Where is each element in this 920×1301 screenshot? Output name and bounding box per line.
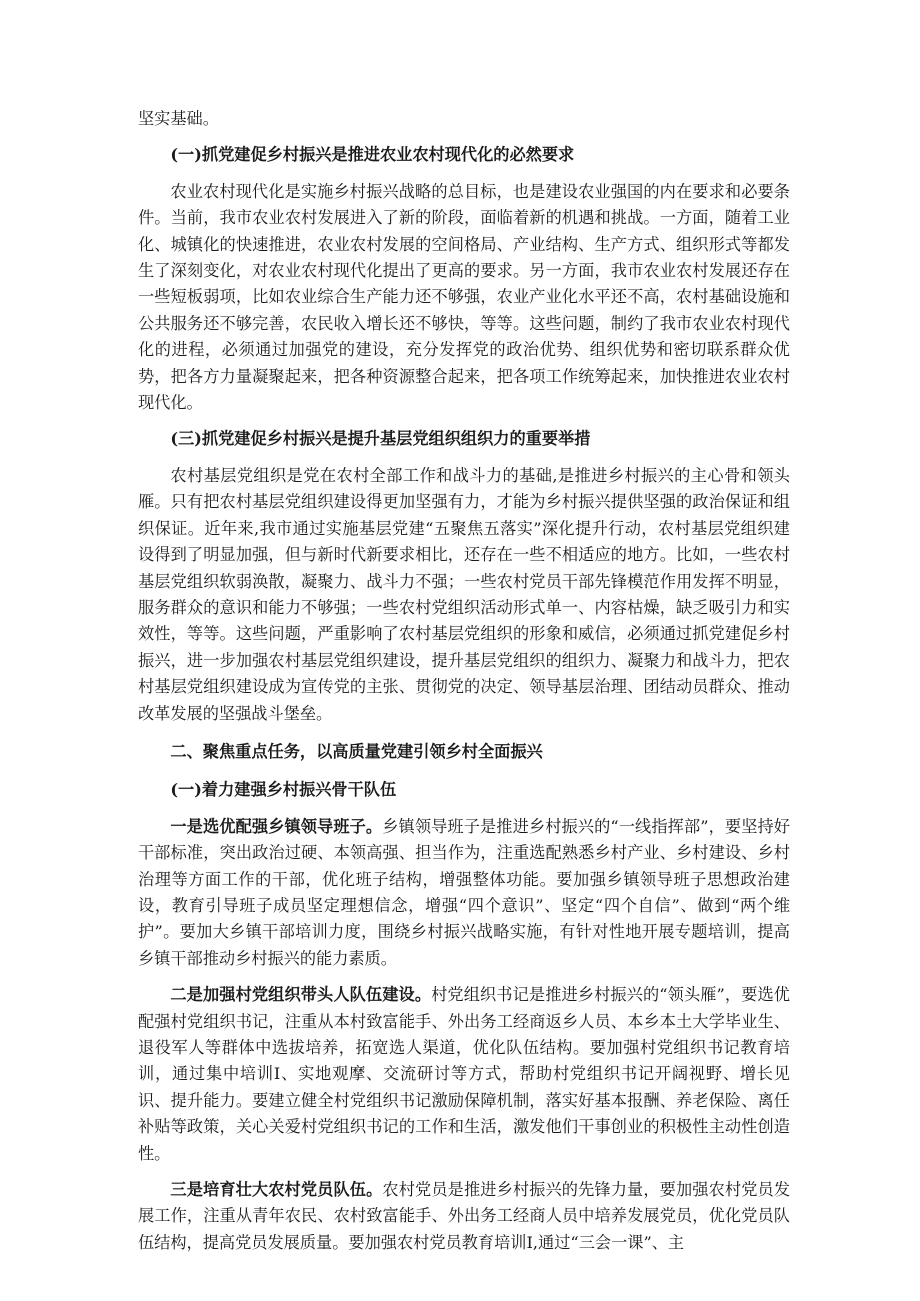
paragraph-3-lead: 一是选优配强乡镇领导班子。 <box>170 816 383 836</box>
paragraph-continuation: 坚实基础。 <box>138 109 219 128</box>
document-page <box>138 106 790 1256</box>
paragraph-4-lead: 二是加强村党组织带头人队伍建设。 <box>170 985 432 1005</box>
section-heading-3: (三)抓党建促乡村振兴是提升基层党组织组织力的重要举措 <box>170 429 591 449</box>
paragraph-3 <box>138 814 790 972</box>
paragraph-3-body: 乡镇领导班子是推进乡村振兴的“一线指挥部”，要坚持好干部标准，突出政治过硬、本领高强、担当作为，注重选配熟悉乡村产业、乡村建设、乡村治理等方面工作的干部，优化班子结构，增强整体功能。要加强乡镇领导班子思想政治建设，教育引导班子成员坚定理想信念，增强“四个意识”、坚定“四个自信”、做到“两个维护”。要加大乡镇干部培训力度，围绕乡村振兴战略实施，有针对性地开展专题培训，提高乡镇干部推动乡村振兴的能力素质。 <box>138 816 790 968</box>
paragraph-5 <box>138 1177 790 1256</box>
paragraph-4-body: 村党组织书记是推进乡村振兴的“领头雁”，要选优配强村党组织书记，注重从本村致富能手、外出务工经商返乡人员、本乡本土大学毕业生、退役军人等群体中选拔培养，拓宽选人渠道，优化队伍结构。要加强村党组织书记教育培训，通过集中培训I、实地观摩、交流研讨等方式，帮助村党组织书记开阔视野、增长见识、提升能力。要建立健全村党组织书记激励保障机制，落实好基本报酬、养老保险、离任补贴等政策，关心关爱村党组织书记的工作和生活，激发他们干事创业的积极性主动性创造性。 <box>138 985 790 1163</box>
paragraph-5-lead: 三是培育壮大农村党员队伍。 <box>170 1180 383 1200</box>
section-heading-1: (一)抓党建促乡村振兴是推进农业农村现代化的必然要求 <box>170 145 575 165</box>
paragraph-5-body: 农村党员是推进乡村振兴的先锋力量，要加强农村党员发展工作，注重从青年农民、农村致富能手、外出务工经商人员中培养发展党员，优化党员队伍结构，提高党员发展质量。要加强农村党员教育培训I,通过“三会一课”、主 <box>138 1180 791 1252</box>
paragraph-1: 农业农村现代化是实施乡村振兴战略的总目标，也是建设农业强国的内在要求和必要条件。当前，我市农业农村发展进入了新的阶段，面临着新的机遇和挑战。一方面，随着工业化、城镇化的快速推进，农业农村发展的空间格局、产业结构、生产方式、组织形式等都发生了深刻变化，对农业农村现代化提出了更高的要求。另一方面，我市农业农村发展还存在一些短板弱项，比如农业综合生产能力还不够强，农业产业化水平还不高，农村基础设施和公共服务还不够完善，农民收入增长还不够快，等等。这些问题，制约了我市农业农村现代化的进程，必须通过加强党的建设，充分发挥党的政治优势、组织优势和密切联系群众优势，把各方力量凝聚起来，把各种资源整合起来，把各项工作统筹起来，加快推进农业农村现代化。 <box>138 181 790 413</box>
section-heading-2-1: (一)着力建强乡村振兴骨干队伍 <box>170 780 397 800</box>
paragraph-2: 农村基层党组织是党在农村全部工作和战斗力的基础,是推进乡村振兴的主心骨和领头雁。只有把农村基层党组织建设得更加坚强有力，才能为乡村振兴提供坚强的政治保证和组织保证。近年来,我市通过实施基层党建“五聚焦五落实”深化提升行动，农村基层党组织建设得到了明显加强，但与新时代新要求相比，还存在一些不相适应的地方。比如，一些农村基层党组织软弱涣散，凝聚力、战斗力不强；一些农村党员干部先锋模范作用发挥不明显，服务群众的意识和能力不够强；一些农村党组织活动形式单一、内容枯燥，缺乏吸引力和实效性，等等。这些问题，严重影响了农村基层党组织的形象和威信，必须通过抓党建促乡村振兴，进一步加强农村基层党组织建设，提升基层党组织的组织力、凝聚力和战斗力，把农村基层党组织建设成为宣传党的主张、贯彻党的决定、领导基层治理、团结动员群众、推动改革发展的坚强战斗堡垒。 <box>138 465 790 723</box>
chapter-heading-2: 二、聚焦重点任务，以高质量党建引领乡村全面振兴 <box>170 741 543 761</box>
paragraph-4 <box>138 982 790 1167</box>
